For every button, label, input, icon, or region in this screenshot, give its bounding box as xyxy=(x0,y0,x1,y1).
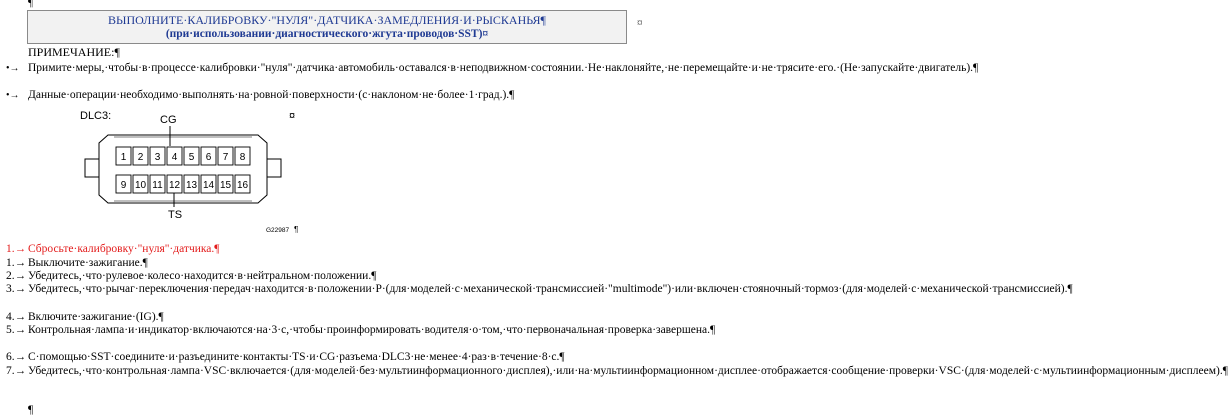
connector-left-latch xyxy=(85,159,99,177)
pin-number: 3 xyxy=(154,152,161,163)
step-3 xyxy=(6,283,1073,309)
pin-number: 10 xyxy=(134,180,147,191)
bullet-marker: •→ xyxy=(6,90,20,101)
dlc3-connector-diagram xyxy=(80,107,320,235)
step-text: Выключите·зажигание.¶ xyxy=(28,257,148,269)
step-number: 7.→ xyxy=(6,365,27,377)
step-text: Убедитесь,·что·рычаг·переключения·передач·находится·в·положении·P·(для·моделей·с·механической·трансмиссией·"multimode")·или·включен·стояночный·тормоз·(для·моделей·с·механической·трансмиссией).¶ xyxy=(28,283,1073,295)
step-text: С·помощью·SST·соедините·и·разъедините·контакты·TS·и·CG·разъема·DLC3·не·менее·4·раз·в·течение·8·с.¶ xyxy=(28,351,565,363)
step-number: 4.→ xyxy=(6,311,27,323)
pin-number: 9 xyxy=(120,180,127,191)
note-label: ПРИМЕЧАНИЕ:¶ xyxy=(28,45,120,59)
cell-end-mark: ¤ xyxy=(289,110,296,122)
step-number: 1.→ xyxy=(6,257,27,269)
top-pin-row xyxy=(116,147,250,165)
pin-number: 13 xyxy=(185,180,198,191)
step-text: Включите·зажигание·(IG).¶ xyxy=(28,311,164,323)
note-bullet-2 xyxy=(6,89,638,102)
cell-end-mark: ¤ xyxy=(637,17,643,29)
end-paragraph-mark: ¶ xyxy=(28,404,34,416)
step-2 xyxy=(6,270,638,283)
step-reset-heading xyxy=(6,243,638,256)
step-6 xyxy=(6,351,638,364)
title-line-2: (при·использовании·диагностического·жгута·проводов·SST)¤ xyxy=(165,28,489,40)
step-7 xyxy=(6,365,1228,404)
cg-label: CG xyxy=(160,114,177,126)
title-line-1: ВЫПОЛНИТЕ·КАЛИБРОВКУ·"НУЛЯ"·ДАТЧИКА·ЗАМЕДЛЕНИЯ·И·РЫСКАНЬЯ¶ xyxy=(108,13,546,27)
ts-label: TS xyxy=(168,209,183,221)
step-1 xyxy=(6,257,638,270)
title-box xyxy=(27,10,627,44)
step-number: 3.→ xyxy=(6,283,27,295)
pin-number: 15 xyxy=(219,180,232,191)
pin-number: 14 xyxy=(202,180,215,191)
step-number: 5.→ xyxy=(6,324,27,336)
step-text: Убедитесь,·что·контрольная·лампа·VSC·включается·(для·моделей·без·мультиинформационного·дисплея),·или·на·мультиинформационном·дисплее·отображается·сообщение·проверки·VSC·(для·моделей·с·мультиинформационным·дисплеем).¶ xyxy=(28,365,1228,377)
bottom-pin-row xyxy=(116,175,250,193)
step-5 xyxy=(6,324,716,350)
pin-number: 6 xyxy=(205,152,212,163)
connector-label: DLC3: xyxy=(80,110,112,122)
step-text: Контрольная·лампа·и·индикатор·включаются·на·3·с,·чтобы·проинформировать·водителя·о·том,·что·первоначальная·проверка·завершена.¶ xyxy=(28,324,716,336)
pin-number: 11 xyxy=(152,180,163,191)
figure-paragraph-mark: ¶ xyxy=(294,225,299,234)
bullet-text: Примите·меры,·чтобы·в·процессе·калибровки·"нуля"·датчика·автомобиль·оставался·в·неподвижном·состоянии.·Не·наклоняйте,·не·перемещайте·и·не·трясите·его.·(Не·запускайте·двигатель).¶ xyxy=(28,62,979,74)
pin-number: 7 xyxy=(222,152,229,163)
bullet-text: Данные·операции·необходимо·выполнять·на·ровной·поверхности·(с·наклоном·не·более·1·град.).¶ xyxy=(28,89,515,101)
paragraph-mark: ¶ xyxy=(28,0,33,9)
pin-number: 1 xyxy=(120,152,127,163)
step-number: 6.→ xyxy=(6,351,27,363)
pin-number: 12 xyxy=(168,180,181,191)
pin-number: 5 xyxy=(188,152,195,163)
bullet-marker: •→ xyxy=(6,63,20,74)
step-text: Сбросьте·калибровку·"нуля"·датчика.¶ xyxy=(28,243,220,255)
pin-number: 16 xyxy=(236,180,249,191)
connector-right-latch xyxy=(267,159,281,177)
figure-code: G22987 xyxy=(266,227,290,234)
step-text: Убедитесь,·что·рулевое·колесо·находится·в·нейтральном·положении.¶ xyxy=(28,270,377,282)
step-number: 2.→ xyxy=(6,270,27,282)
pin-number: 8 xyxy=(239,152,246,163)
step-number: 1.→ xyxy=(6,243,27,255)
pin-number: 2 xyxy=(137,152,144,163)
note-bullet-1 xyxy=(6,62,979,88)
pin-number: 4 xyxy=(171,152,178,163)
step-4 xyxy=(6,311,638,324)
